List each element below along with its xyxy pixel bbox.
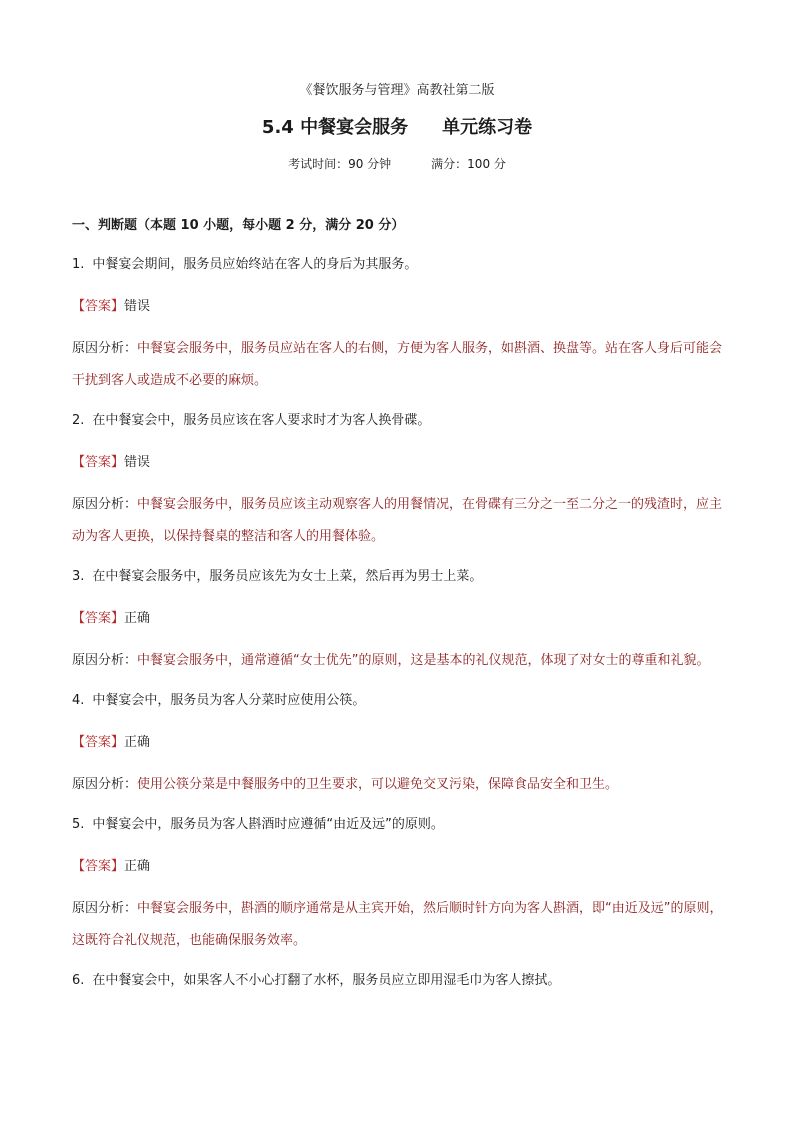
page-title: [0, 116, 794, 140]
question-text: 中餐宴会期间，服务员应始终站在客人的身后为其服务。: [92, 257, 418, 272]
answer-value: 正确: [124, 611, 151, 626]
answer-tag: 【答案】: [72, 735, 125, 750]
question-item: [72, 567, 728, 587]
question-item: [72, 255, 728, 275]
analysis-text: 中餐宴会服务中，通常遵循“女士优先”的原则，这是基本的礼仪规范，体现了对女士的尊重和礼貌。: [137, 653, 710, 668]
question-number: 1.: [72, 257, 85, 272]
exam-time: 考试时间：90 分钟: [288, 157, 392, 171]
question-item: [72, 971, 728, 991]
question-number: 5.: [72, 817, 85, 832]
question-item: [72, 815, 728, 835]
analysis-label: 原因分析：: [72, 341, 138, 356]
analysis-paragraph: [72, 333, 728, 397]
answer-value: 错误: [124, 299, 151, 314]
analysis-label: 原因分析：: [72, 901, 138, 916]
analysis-text: 中餐宴会服务中，服务员应该主动观察客人的用餐情况，在骨碟有三分之一至二分之一的残渣时，应主动为客人更换，以保持餐桌的整洁和客人的用餐体验。: [72, 497, 723, 544]
analysis-paragraph: [72, 769, 728, 801]
analysis-paragraph: [72, 489, 728, 553]
analysis-label: 原因分析：: [72, 653, 138, 668]
answer-tag: 【答案】: [72, 859, 125, 874]
answer-tag: 【答案】: [72, 455, 125, 470]
question-text: 在中餐宴会中，如果客人不小心打翻了水杯，服务员应立即用湿毛巾为客人擦拭。: [92, 973, 561, 988]
analysis-paragraph: [72, 893, 728, 957]
answer-line: [72, 297, 728, 317]
answer-line: [72, 857, 728, 877]
analysis-label: 原因分析：: [72, 497, 138, 512]
analysis-label: 原因分析：: [72, 777, 138, 792]
question-text: 在中餐宴会服务中，服务员应该先为女士上菜，然后再为男士上菜。: [92, 569, 483, 584]
exam-info: [0, 155, 794, 173]
section-title: 一、判断题（本题 10 小题，每小题 2 分，满分 20 分）: [72, 218, 405, 233]
question-text: 中餐宴会中，服务员为客人分菜时应使用公筷。: [92, 693, 366, 708]
analysis-text: 中餐宴会服务中，斟酒的顺序通常是从主宾开始，然后顺时针方向为客人斟酒，即“由近及远”的原则，这既符合礼仪规范，也能确保服务效率。: [72, 901, 723, 948]
question-item: [72, 411, 728, 431]
question-section: [72, 216, 728, 1013]
question-number: 2.: [72, 413, 85, 428]
analysis-text: 中餐宴会服务中，服务员应站在客人的右侧，方便为客人服务，如斟酒、换盘等。站在客人身后可能会干扰到客人或造成不必要的麻烦。: [72, 341, 723, 388]
book-title: 《餐饮服务与管理》高教社第二版: [299, 83, 495, 98]
answer-line: [72, 609, 728, 629]
title-exercise: 单元练习卷: [442, 117, 533, 138]
question-number: 6.: [72, 973, 85, 988]
analysis-text: 使用公筷分菜是中餐服务中的卫生要求，可以避免交叉污染，保障食品安全和卫生。: [137, 777, 619, 792]
answer-value: 错误: [124, 455, 151, 470]
answer-tag: 【答案】: [72, 299, 125, 314]
answer-line: [72, 733, 728, 753]
question-number: 4.: [72, 693, 85, 708]
question-text: 中餐宴会中，服务员为客人斟酒时应遵循“由近及远”的原则。: [92, 817, 444, 832]
analysis-paragraph: [72, 645, 728, 677]
answer-line: [72, 453, 728, 473]
question-text: 在中餐宴会中，服务员应该在客人要求时才为客人换骨碟。: [92, 413, 431, 428]
answer-tag: 【答案】: [72, 611, 125, 626]
title-chapter: 5.4 中餐宴会服务: [261, 117, 409, 138]
answer-value: 正确: [124, 859, 151, 874]
question-item: [72, 691, 728, 711]
full-score: 满分：100 分: [431, 157, 506, 171]
question-number: 3.: [72, 569, 85, 584]
answer-value: 正确: [124, 735, 151, 750]
